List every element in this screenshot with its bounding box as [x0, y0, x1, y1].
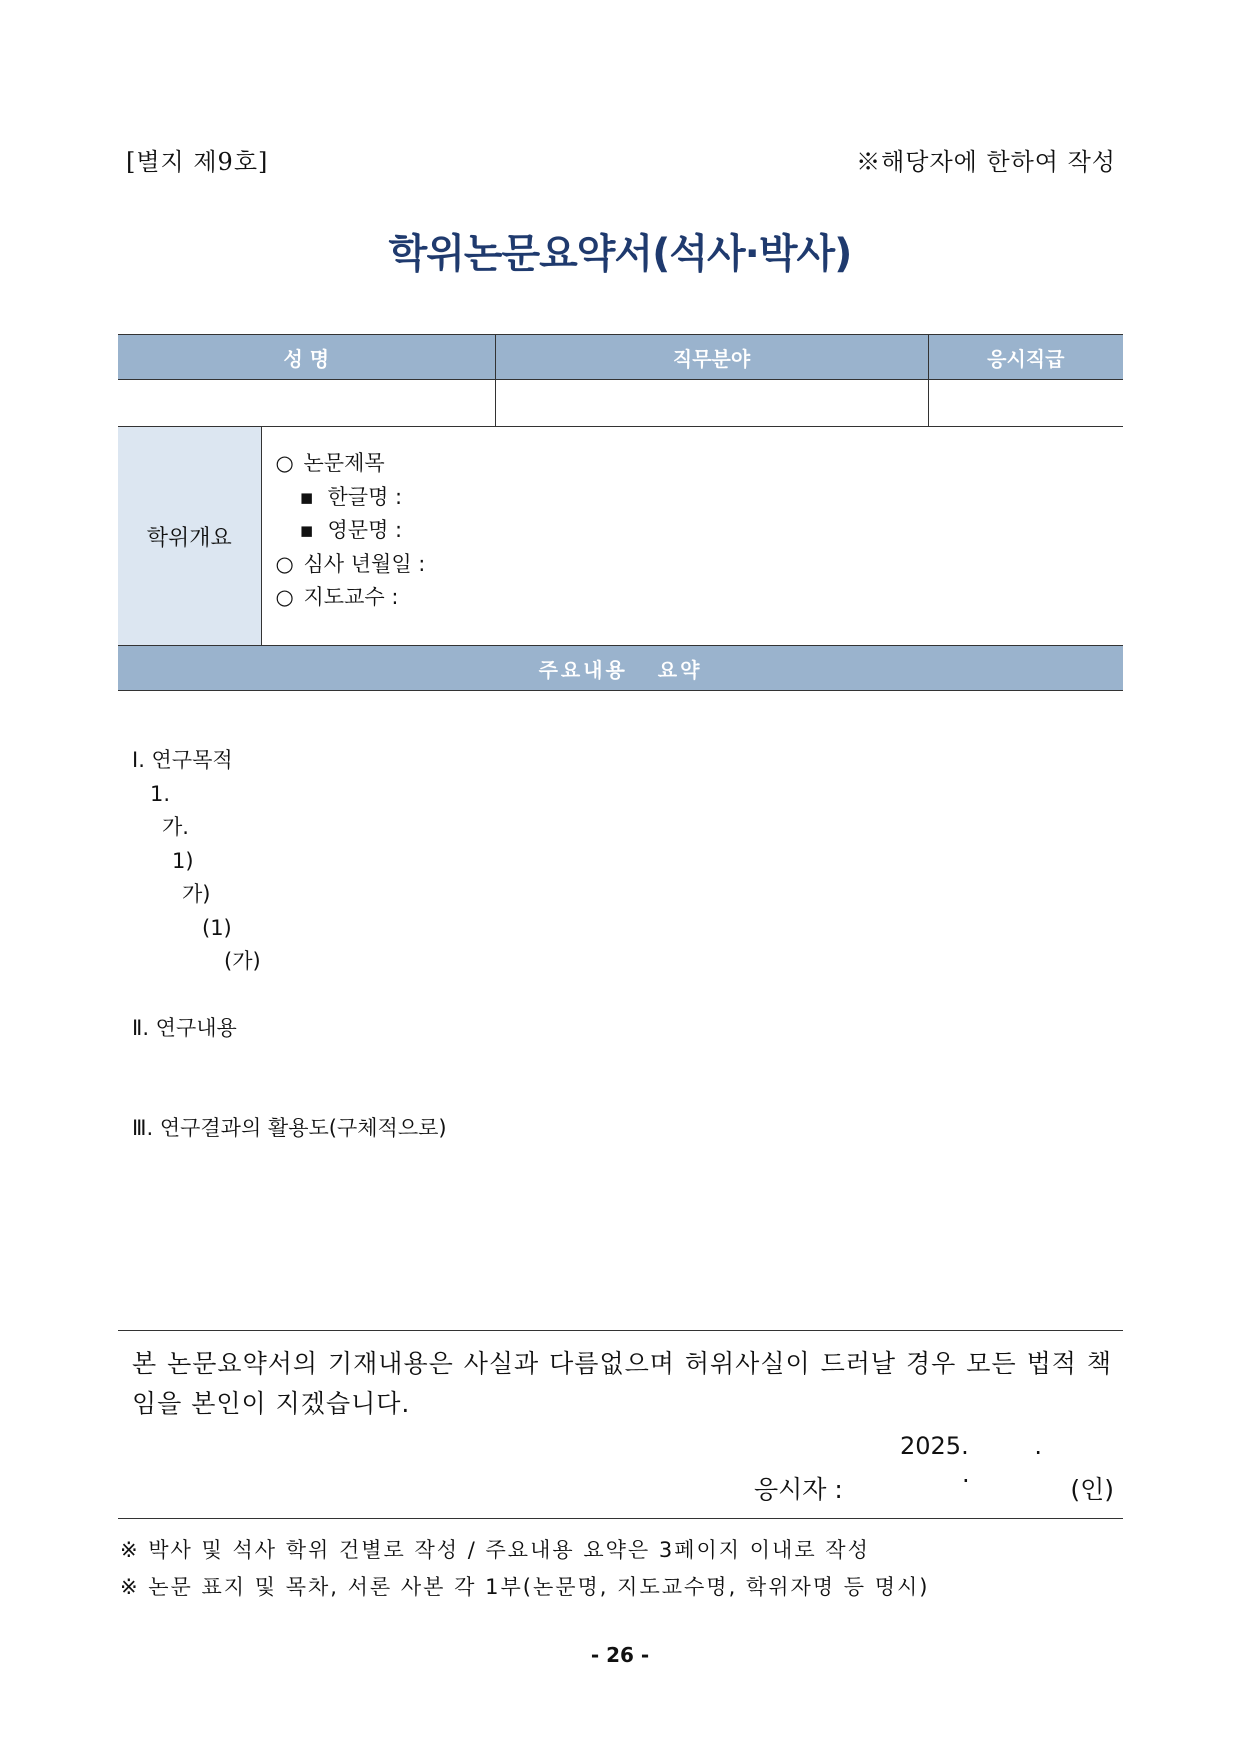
header-job-field: 직무분야: [495, 335, 928, 380]
summary-header: 주요내용 요약: [118, 646, 1123, 691]
name-field[interactable]: [118, 380, 495, 427]
summary-body[interactable]: [132, 744, 447, 1146]
declaration-bottom-rule: [118, 1518, 1123, 1519]
square-bullet-icon: ▪: [299, 484, 314, 509]
section-research-purpose: Ⅰ. 연구목적: [132, 748, 233, 772]
circle-bullet-icon: ○: [275, 451, 294, 475]
date-day-dot: .: [962, 1460, 970, 1488]
section-research-utilization: Ⅲ. 연구결과의 활용도(구체적으로): [132, 1116, 447, 1140]
applicant-signature-line: [754, 1470, 1114, 1506]
header-row: [118, 335, 1123, 380]
applicability-note: ※해당자에 한하여 작성: [856, 148, 1116, 176]
summary-header-row: [118, 646, 1123, 691]
declaration-top-rule: [118, 1330, 1123, 1331]
date-month-dot: .: [1034, 1432, 1042, 1460]
header-name: 성 명: [118, 335, 495, 380]
level-4-marker: 가): [182, 882, 211, 906]
circle-bullet-icon: ○: [275, 551, 294, 576]
outline-item-review-date: ○ 심사 년월일 :: [276, 548, 1110, 582]
degree-outline-body[interactable]: [261, 427, 1123, 646]
footnote-2: ※ 논문 표지 및 목차, 서론 사본 각 1부(논문명, 지도교수명, 학위자명 등 명시): [120, 1575, 930, 1599]
level-5-marker: (1): [202, 915, 232, 940]
outline-item-english-title: ▪ 영문명 :: [276, 514, 1110, 548]
declaration-text: 본 논문요약서의 기재내용은 사실과 다름없으며 허위사실이 드러날 경우 모든 법적 책임을 본인이 지겠습니다.: [132, 1349, 1112, 1418]
summary-form-table: [118, 334, 1123, 691]
outline-item-advisor: ○ 지도교수 :: [276, 581, 1110, 615]
circle-bullet-icon: ○: [275, 585, 294, 609]
grade-field[interactable]: [928, 380, 1123, 427]
section-research-content: Ⅱ. 연구내용: [132, 1015, 237, 1040]
outline-item-korean-title: ▪ 한글명 :: [276, 481, 1110, 515]
header-grade: 응시직급: [928, 335, 1123, 380]
degree-outline-label: 학위개요: [118, 427, 261, 646]
level-1-marker: 1.: [150, 781, 171, 806]
footnote-1: ※ 박사 및 석사 학위 건별로 작성 / 주요내용 요약은 3페이지 이내로 작성: [120, 1538, 870, 1562]
outline-item-thesis-title: ○ 논문제목: [276, 447, 1110, 481]
input-row: [118, 380, 1123, 427]
form-number: [별지 제9호]: [126, 148, 269, 176]
square-bullet-icon: ▪: [299, 518, 314, 542]
applicant-label: 응시자 :: [754, 1475, 843, 1504]
job-field-field[interactable]: [495, 380, 928, 427]
level-3-marker: 1): [172, 848, 194, 873]
seal-mark: (인): [1070, 1475, 1114, 1504]
level-6-marker: (가): [224, 949, 261, 973]
page-title: 학위논문요약서(석사·박사): [388, 231, 852, 277]
page-number: - 26 -: [590, 1643, 650, 1667]
date-year: 2025.: [900, 1432, 969, 1460]
degree-outline-row: [118, 427, 1123, 646]
level-2-marker: 가.: [162, 815, 189, 839]
